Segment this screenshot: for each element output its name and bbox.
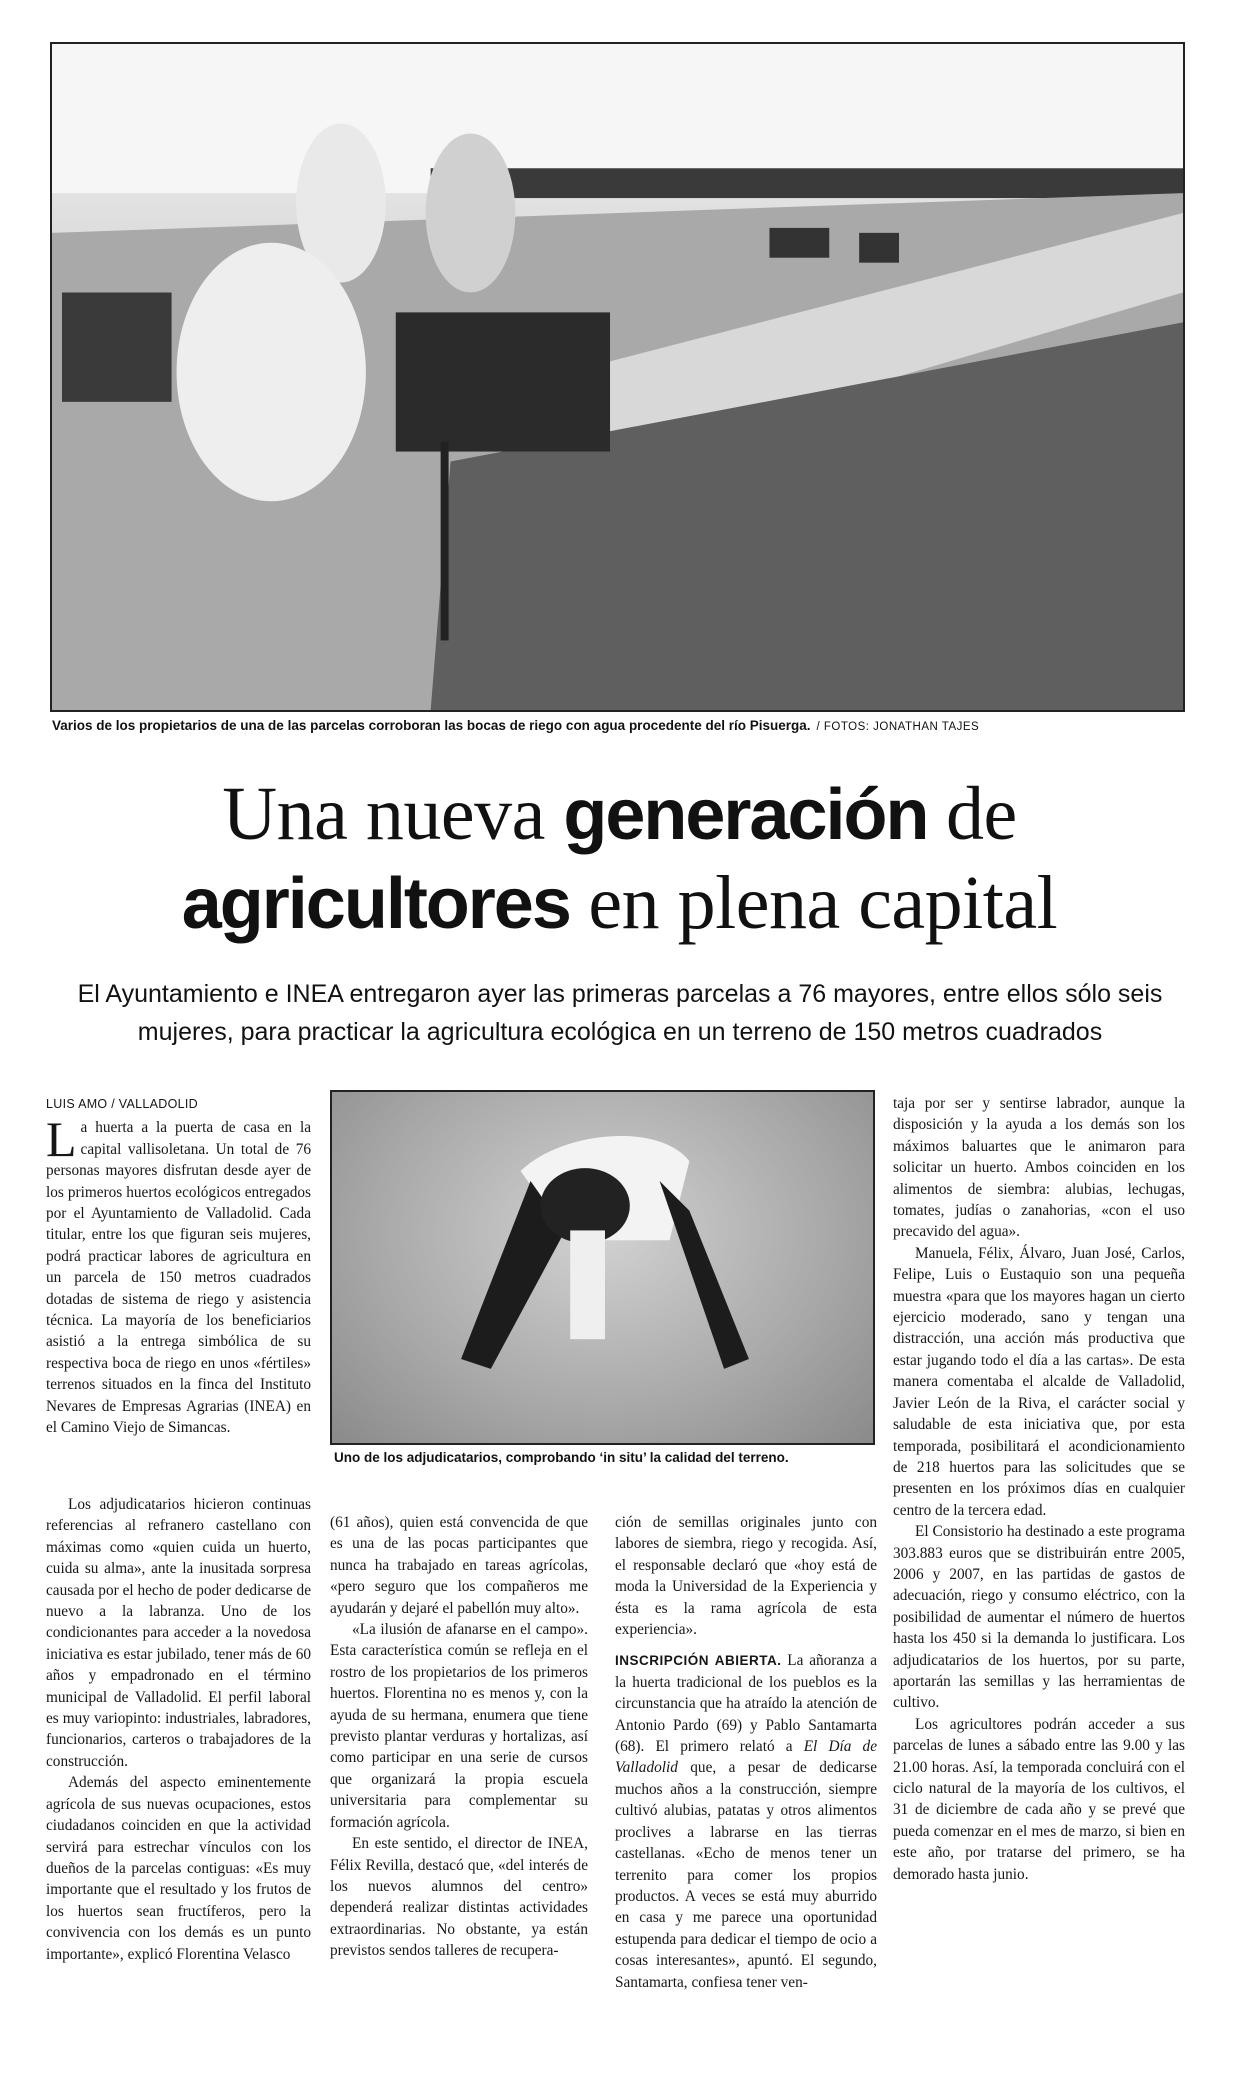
article-paragraph: ción de semillas originales junto con labores de siembra, riego y recogida. Así, el responsable declaró que «hoy está de moda la Universidad de la Experiencia y ésta es la rama agrícola de esta experiencia». (615, 1514, 877, 1639)
article-paragraph: La huerta a la puerta de casa en la capital vallisoletana. Un total de 76 personas mayores disfrutan desde ayer de los primeros huertos ecológicos entregados por el Ayuntamiento de Valladolid. Cada titular, entre los que figuran seis mujeres, podrá practicar labores de agricultura en un parcela de 150 metros cuadrados dotadas de sistema de riego y asistencia técnica. La mayoría de los beneficiarios asistió a la entrega simbólica de su respectiva boca de riego en unos «fértiles» terrenos situados en la finca del Instituto Nevares de Empresas Agrarias (INEA) en el Camino Viejo de Simancas. (46, 1111, 311, 1437)
article-paragraph: taja por ser y sentirse labrador, aunque la disposición y la ayuda a los demás son los máximos baluartes que le animaron para solicitar un huerto. Ambos coinciden en los alimentos de siembra: alubias, lechugas, tomates, judías o zanahorias, «con el uso precavido del agua». (893, 1095, 1185, 1241)
headline-emphasis: agricultores (181, 864, 570, 944)
article-paragraph: (61 años), quien está convencida de que es una de las pocas participantes que nunca ha trabajado en tareas agrícolas, «pero seguro que los compañeros me ayudarán y dejaré el pabellón muy alto». (330, 1514, 588, 1617)
article-paragraph: Los adjudicatarios hicieron continuas referencias al refranero castellano con máximas como «quien cuida un huerto, cuida su alma», ante la inusitada sorpresa causada por el hecho de poder dedicarse de nuevo a la labranza. Uno de los condicionantes para acceder a la novedosa iniciativa es estar jubilado, tener más de 60 años y empadronado en el término municipal de Valladolid. El perfil laboral es muy variopinto: industriales, labradores, funcionarios, carteros o trabajadores de la construcción. (46, 1496, 311, 1770)
inline-photo-caption: Uno de los adjudicatarios, comprobando ‘in situ’ la calidad del terreno. (334, 1450, 789, 1465)
byline: LUIS AMO / VALLADOLID (46, 1097, 198, 1111)
headline-part: en plena capital (569, 861, 1058, 945)
headline-emphasis: generación (563, 775, 928, 855)
drop-cap: L (46, 1111, 77, 1168)
article-paragraph: INSCRIPCIÓN ABIERTA. La añoranza a la huerta tradicional de los pueblos es la circunstancia que ha atraído la atención de Antonio Pardo (69) y Pablo Santamarta (68). El primero relató a El Día de Valladolid que, a pesar de dedicarse muchos años a la construcción, siempre cultivó alubias, patatas y otros alimentos proclives a labrarse en las tierras castellanas. «Echo de menos tener un terrenito para comer los propios productos. A veces se está muy aburrido en casa y me parece una oportunidad estupenda para dedicar el tiempo de ocio a cosas interesantes», apuntó. El segundo, Santamarta, confiesa tener ven- (615, 1652, 877, 1991)
article-paragraph: Además del aspecto eminentemente agrícola de sus nuevas ocupaciones, estos ciudadanos coinciden en que la actividad servirá para estrechar vínculos con los dueños de la parcelas contiguas: «Es muy importante que el resultado y los frutos de los huertos sean fructíferos, pero la convivencia con los demás es un punto importante», explicó Florentina Velasco (46, 1774, 311, 1963)
inline-photo (330, 1090, 875, 1445)
newspaper-name: El Día de Valladolid (615, 1738, 877, 1777)
article-paragraph: Manuela, Félix, Álvaro, Juan José, Carlos, Felipe, Luis o Eustaquio son una pequeña muestra «para que los mayores hagan un cierto ejercicio moderado, sano y tengan una distracción, una acción más productiva que estar jugando todo el día a las cartas». De esta manera comentaba el alcalde de Valladolid, Javier León de la Riva, el carácter social y saludable de esta iniciativa que, por esta temporada, posibilitará el acondicionamiento de 218 huertos para las solicitudes que se presenten en los próximos días en cualquier centro de la tercera edad. (893, 1244, 1185, 1519)
article-paragraph: Los agricultores podrán acceder a sus parcelas de lunes a sábado entre las 9.00 y las 21.00 horas. Así, la temporada concluirá con el ciclo natural de la mayoría de los cultivos, el 31 de diciembre de cada año y se prevé que pueda comenzar en el mes de marzo, si bien en este año, por tratarse del primero, se ha demorado hasta junio. (893, 1715, 1185, 1883)
subheadline: El Ayuntamiento e INEA entregaron ayer las primeras parcelas a 76 mayores, entre ellos sólo seis mujeres, para practicar la agricultura ecológica en un terreno de 150 metros cuadrados (77, 980, 1163, 1046)
article-paragraph: «La ilusión de afanarse en el campo». Esta característica común se refleja en el rostro de los propietarios de los primeros huertos. Florentina no es menos y, con la ayuda de su hermana, enumera que tiene previsto plantar verduras y hortalizas, así como participar en una serie de cursos que organizará la propia escuela universitaria para complementar su formación agrícola. (330, 1621, 588, 1831)
article-column-1-continued (46, 1494, 311, 1965)
main-photo (50, 42, 1185, 712)
section-label: INSCRIPCIÓN ABIERTA. (615, 1653, 782, 1669)
article-column-1 (46, 1094, 311, 1439)
headline (0, 770, 1239, 948)
article-paragraph: El Consistorio ha destinado a este programa 303.883 euros que se distribuirán entre 2005, 2006 y 2007, en las partidas de gastos de adecuación, riego y consumo eléctrico, con la posibilidad de aumentar el número de huertos hasta los 450 si la demanda lo justificara. Los adjudicatarios de los huertos, por su parte, aportarán las semillas y las herramientas de cultivo. (893, 1523, 1185, 1712)
inline-photo-illustration (332, 1092, 873, 1443)
headline-part: de (927, 772, 1017, 856)
article-paragraph: En este sentido, el director de INEA, Félix Revilla, destacó que, «del interés de los nuevos alumnos del centro» dependerá realizar distintas actividades extraordinarias. No obstante, ya están previstos sendos talleres de recupera- (330, 1835, 588, 1960)
photo-credit: / FOTOS: JONATHAN TAJES (816, 721, 980, 733)
article-column-3 (615, 1512, 877, 1993)
main-photo-illustration (52, 44, 1183, 710)
main-photo-caption: Varios de los propietarios de una de las parcelas corroboran las bocas de riego con agua procedente del río Pisuerga. / FOTOS: JONATHAN TAJES (52, 718, 980, 733)
article-column-2 (330, 1512, 588, 1962)
headline-part: Una nueva (222, 772, 564, 856)
article-column-4 (893, 1093, 1185, 1885)
